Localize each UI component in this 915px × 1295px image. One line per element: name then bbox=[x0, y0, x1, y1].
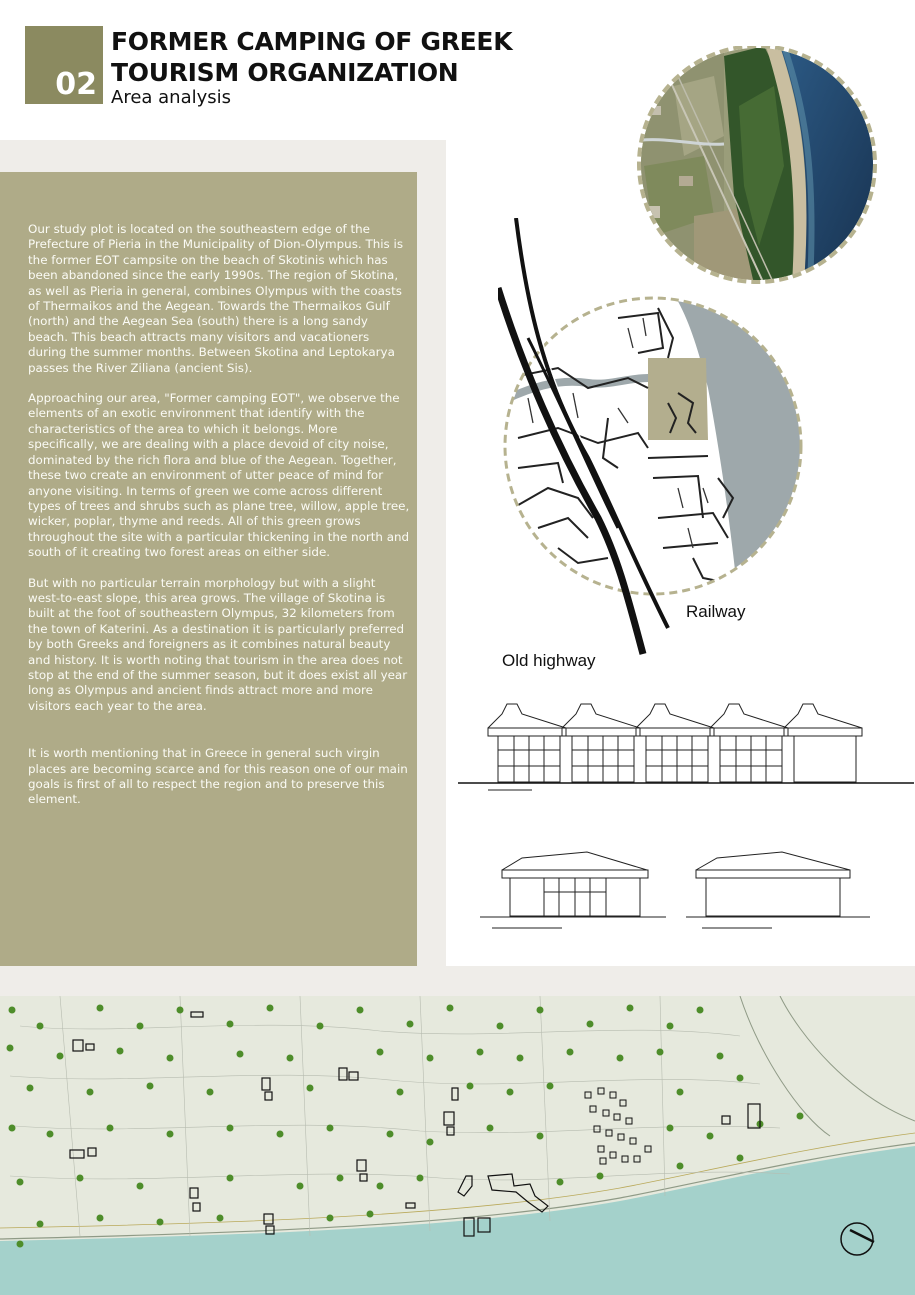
old-highway-label: Old highway bbox=[502, 651, 596, 670]
building-elevations bbox=[452, 680, 915, 942]
description-text bbox=[28, 222, 410, 823]
site-plan bbox=[0, 996, 915, 1295]
paragraph-environment: Approaching our area, "Former camping EOT", we observe the elements of an exotic environment that identify with the characteristics of the area to which it belongs. More specifically, we are dealing with a place devoid of city noise, dominated by the rich flora and blue of the Aegean. Together, these two create an environment of utter peace of mind for anyone visiting. In terms of green we come across different types of trees and shrubs such as plane tree, willow, apple tree, wicker, poplar, thyme and reeds. All of this green grows throughout the site with a particular thickening in the north and south of it creating two forest areas on either side. bbox=[28, 391, 410, 560]
paragraph-location: Our study plot is located on the southeastern edge of the Prefecture of Pieria in the Municipality of Dion-Olympus. This is the former EOT campsite on the beach of Skotinis which has been abandoned since the early 1990s. The region of Skotina, as well as Pieria in general, combines Olympus with the coasts of Thermaikos and the Aegean. Towards the Thermaikos Gulf (north) and the Aegean Sea (south) there is a long sandy beach. This beach attracts many visitors and vacationers during the summer months. Between Skotina and Leptokarya passes the River Ziliana (ancient Sis). bbox=[28, 222, 404, 375]
paragraph-terrain: But with no particular terrain morphology but with a slight west-to-east slope, this area grows. The village of Skotina is built at the foot of southeastern Olympus, 32 kilometers from the town of Katerini. As a destination it is particularly preferred by both Greeks and foreigners as it combines natural beauty and history. It is worth noting that tourism in the area does not stop at the end of the summer season, but it does exist all year long as Olympus and ancient finds attract more and more visitors each year to the area. bbox=[28, 575, 408, 713]
section-number: 02 bbox=[55, 67, 97, 102]
paragraph-goals: It is worth mentioning that in Greece in general such virgin places are becoming scarce and for this reason one of our main goals is first of all to respect the region and to preserve this element. bbox=[28, 746, 408, 807]
page-title: FORMER CAMPING OF GREEK TOURISM ORGANIZATION bbox=[111, 27, 513, 87]
page-subtitle: Area analysis bbox=[111, 87, 232, 108]
section-number-box bbox=[25, 26, 103, 104]
area-map bbox=[498, 218, 808, 658]
railway-label: Railway bbox=[686, 602, 746, 621]
